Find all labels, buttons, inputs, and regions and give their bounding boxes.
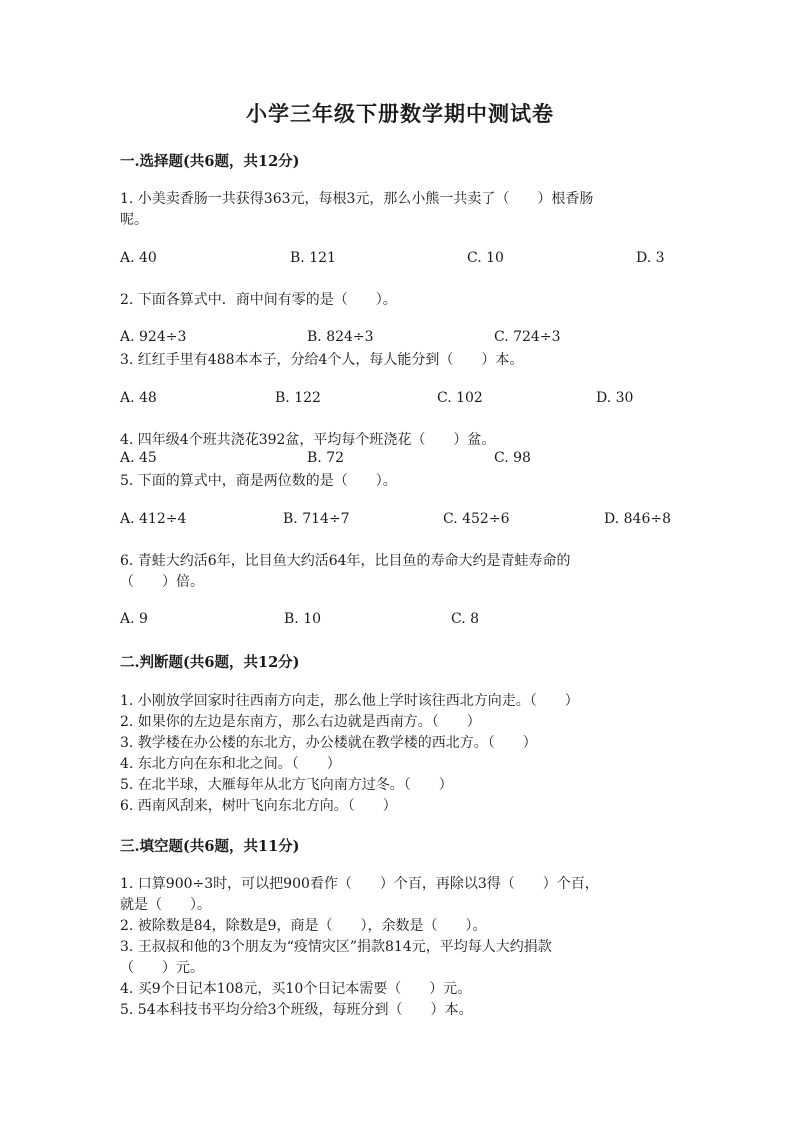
judgment-item-3: 3. 教学楼在办公楼的东北方，办公楼就在教学楼的西北方。（ ） [120,735,537,751]
question-2-option-c: C. 724÷3 [494,329,561,345]
fill-item-3: 3. 王叔叔和他的3个朋友为“疫情灾区”捐款814元，平均每人大约捐款 [120,939,552,955]
question-3-option-b: B. 122 [275,390,321,406]
section-heading-judgment: 二.判断题(共6题，共12分) [120,654,300,671]
section-heading-fill-blank: 三.填空题(共6题，共11分) [120,838,300,855]
fill-item-3-cont: （ ）元。 [120,960,204,976]
judgment-item-5: 5. 在北半球，大雁每年从北方飞向南方过冬。（ ） [120,777,453,793]
judgment-item-4: 4. 东北方向在东和北之间。（ ） [120,756,341,772]
question-6-option-c: C. 8 [451,611,480,627]
question-3-option-a: A. 48 [120,390,157,406]
fill-item-1-cont: 就是（ ）。 [120,897,211,913]
question-6-option-a: A. 9 [120,611,148,627]
question-4-option-a: A. 45 [120,450,157,466]
question-3-text: 3. 红红手里有488本本子，分给4个人，每人能分到（ ）本。 [120,352,524,368]
question-1-option-d: D. 3 [636,250,665,266]
question-5-text: 5. 下面的算式中，商是两位数的是（ ）。 [120,473,397,489]
question-1-text-cont: 呢。 [120,212,148,228]
question-1-option-c: C. 10 [467,250,504,266]
question-4-option-b: B. 72 [307,450,345,466]
question-4-text: 4. 四年级4个班共浇花392盆，平均每个班浇花（ ）盆。 [120,432,496,448]
section-heading-choice: 一.选择题(共6题，共12分) [120,153,300,170]
question-2-option-a: A. 924÷3 [120,329,187,345]
question-2-option-b: B. 824÷3 [307,329,374,345]
question-5-option-d: D. 846÷8 [604,511,671,527]
fill-item-4: 4. 买9个日记本108元，买10个日记本需要（ ）元。 [120,981,472,997]
question-1-option-a: A. 40 [120,250,157,266]
question-6-text-cont: （ ）倍。 [120,574,204,590]
question-5-option-b: B. 714÷7 [283,511,350,527]
page-title: 小学三年级下册数学期中测试卷 [246,101,554,126]
question-2-text: 2. 下面各算式中．商中间有零的是（ ）。 [120,292,397,308]
question-5-option-c: C. 452÷6 [443,511,510,527]
question-5-option-a: A. 412÷4 [120,511,187,527]
question-4-option-c: C. 98 [494,450,531,466]
judgment-item-2: 2. 如果你的左边是东南方，那么右边就是西南方。（ ） [120,714,481,730]
fill-item-1: 1. 口算900÷3时，可以把900看作（ ）个百，再除以3得（ ）个百， [120,876,599,892]
question-3-option-d: D. 30 [596,390,634,406]
fill-item-2: 2. 被除数是84，除数是9，商是（ ），余数是（ ）。 [120,918,487,934]
fill-item-5: 5. 54本科技书平均分给3个班级，每班分到（ ）本。 [120,1002,473,1018]
question-1-option-b: B. 121 [290,250,336,266]
judgment-item-1: 1. 小刚放学回家时往西南方向走，那么他上学时该往西北方向走。（ ） [120,693,579,709]
judgment-item-6: 6. 西南风刮来，树叶飞向东北方向。（ ） [120,798,397,814]
question-3-option-c: C. 102 [437,390,483,406]
question-6-text: 6. 青蛙大约活6年，比目鱼大约活64年，比目鱼的寿命大约是青蛙寿命的 [120,553,571,569]
question-1-text: 1. 小美卖香肠一共获得363元，每根3元，那么小熊一共卖了（ ）根香肠 [120,191,594,207]
question-6-option-b: B. 10 [284,611,322,627]
